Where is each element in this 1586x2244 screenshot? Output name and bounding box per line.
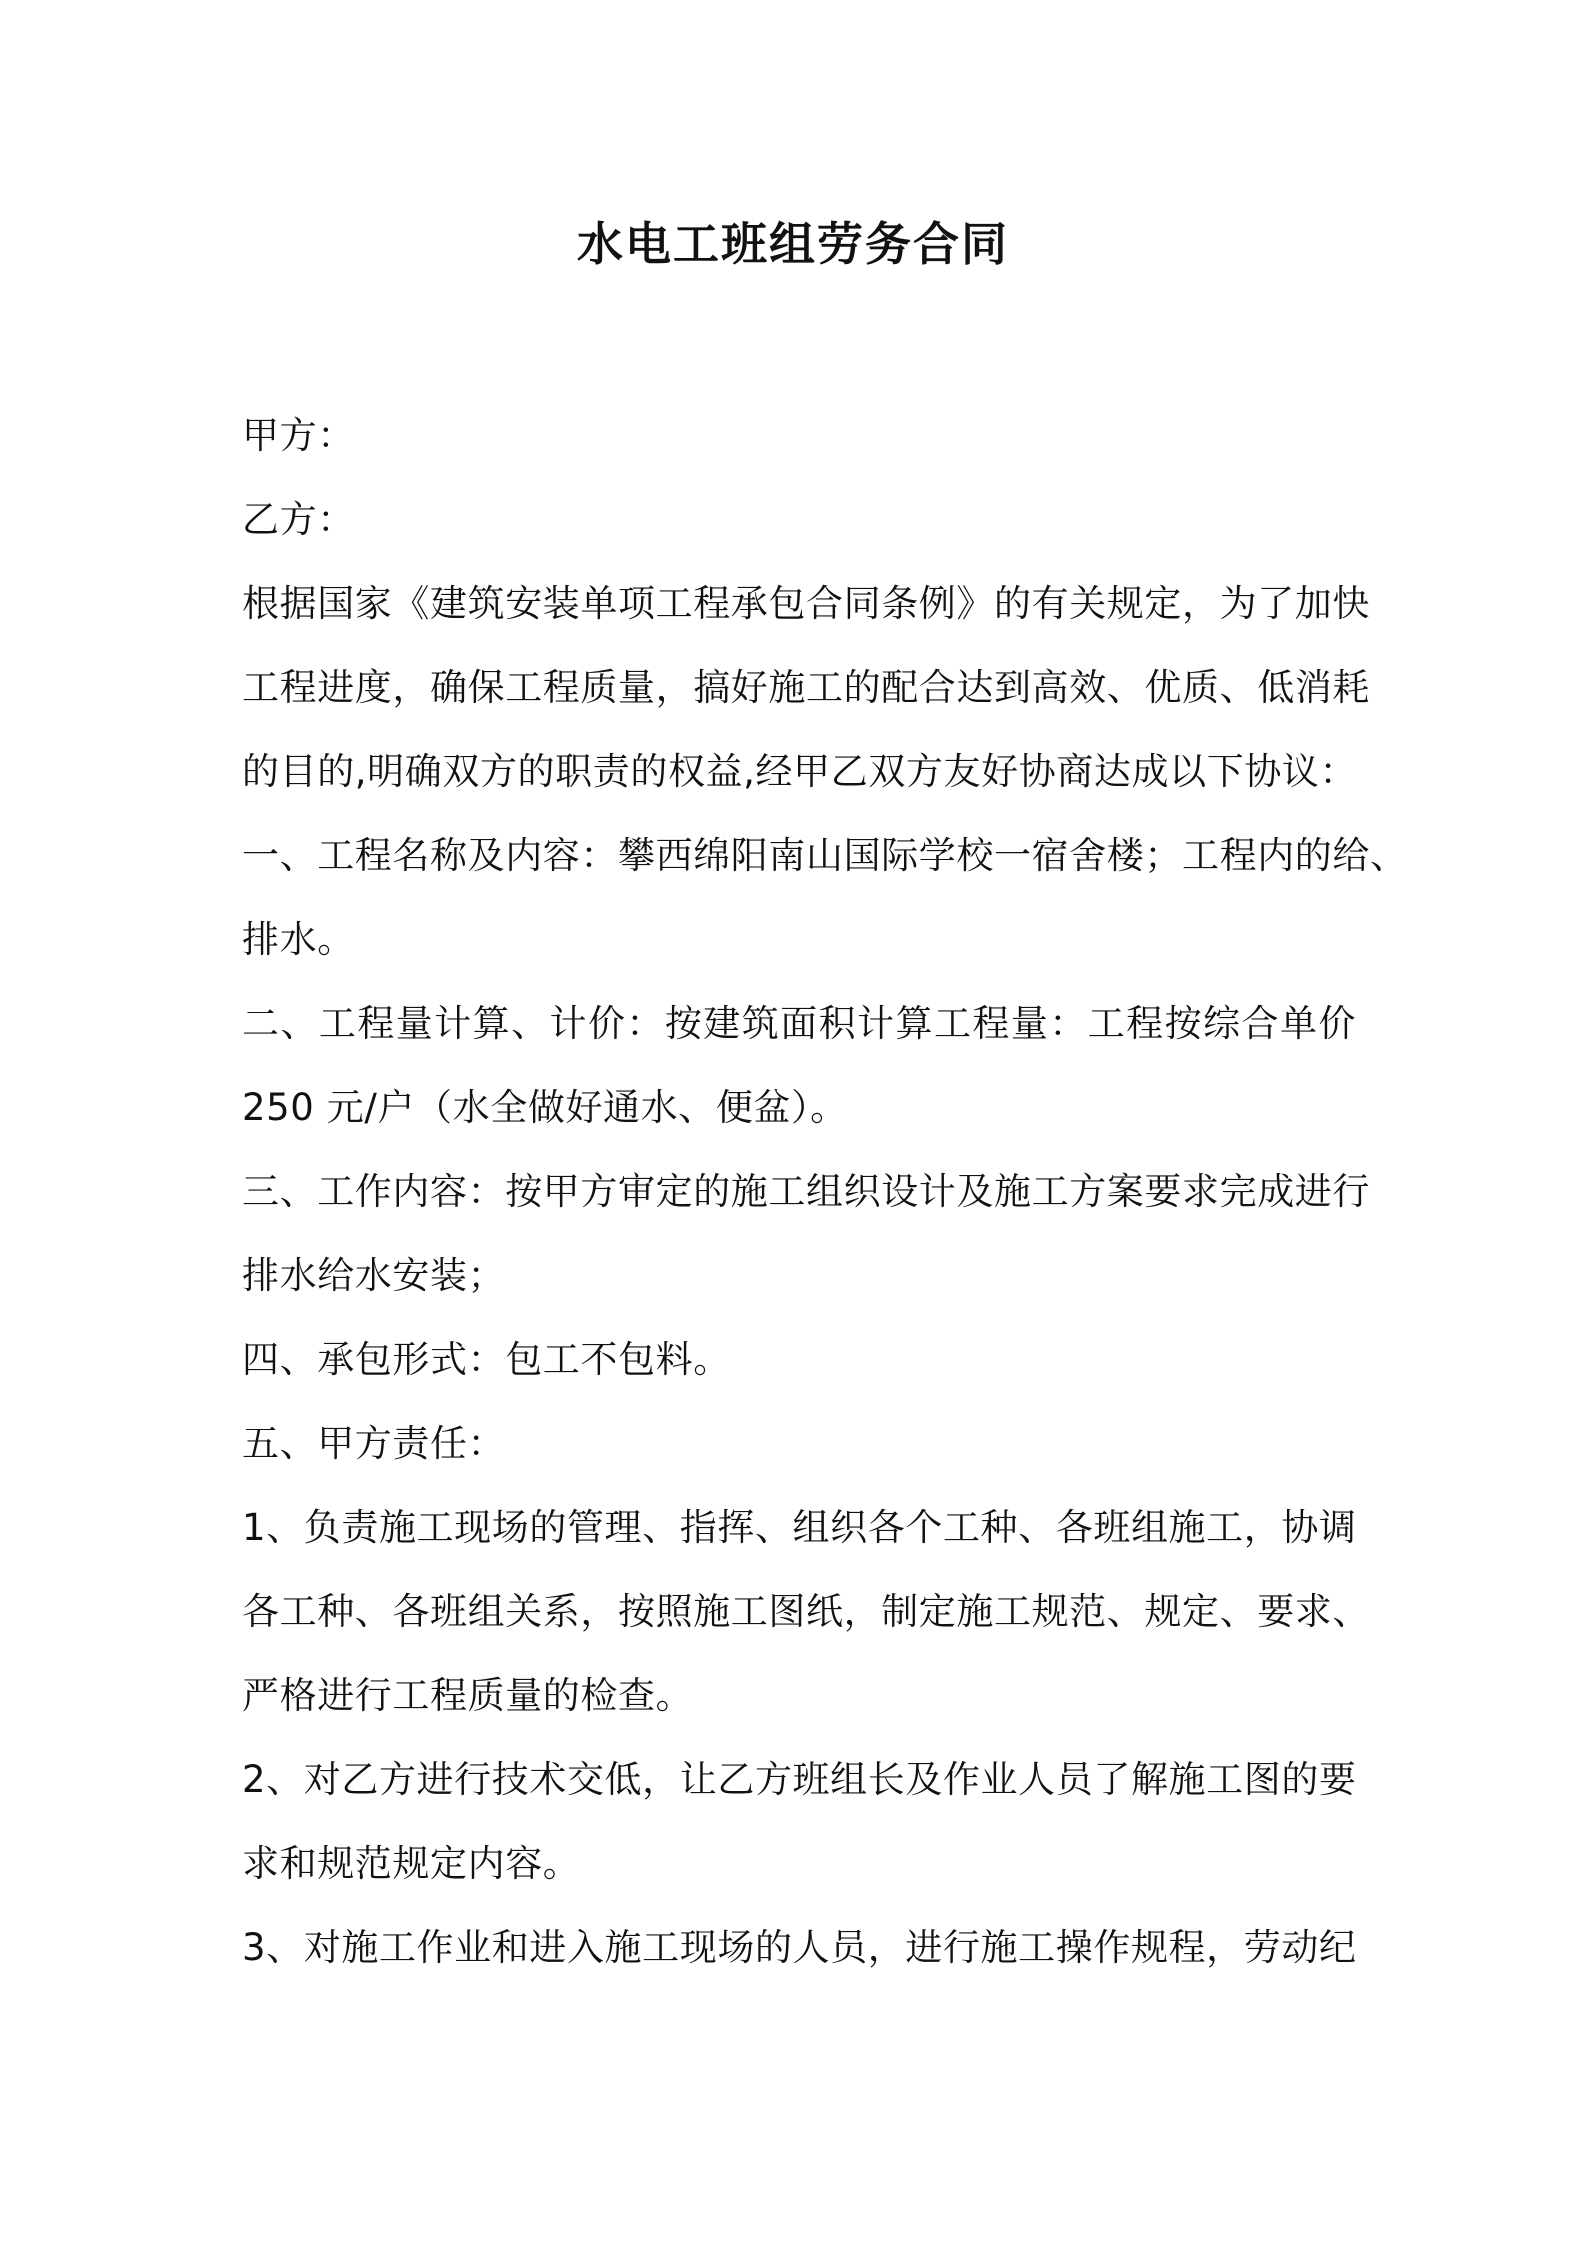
preamble-line: 工程进度，确保工程质量，搞好施工的配合达到高效、优质、低消耗 <box>242 666 1370 709</box>
clause-one-line: 一、工程名称及内容：攀西绵阳南山国际学校一宿舍楼；工程内的给、 <box>242 834 1408 877</box>
clause-two-line: 二、工程量计算、计价：按建筑面积计算工程量：工程按综合单价 <box>242 1002 1356 1045</box>
duty-item-line: 3、对施工作业和进入施工现场的人员，进行施工操作规程，劳动纪 <box>242 1926 1357 1969</box>
clause-four-line: 四、承包形式：包工不包料。 <box>242 1338 731 1381</box>
duty-item-line: 各工种、各班组关系，按照施工图纸，制定施工规范、规定、要求、 <box>242 1590 1370 1633</box>
duty-item-line: 求和规范规定内容。 <box>242 1842 581 1885</box>
document-title: 水电工班组劳务合同 <box>577 217 1009 271</box>
preamble-line: 根据国家《建筑安装单项工程承包合同条例》的有关规定，为了加快 <box>242 582 1370 625</box>
preamble-line: 的目的,明确双方的职责的权益,经甲乙双方友好协商达成以下协议： <box>242 750 1358 793</box>
clause-one-line: 排水。 <box>242 918 355 961</box>
clause-five-heading: 五、甲方责任： <box>242 1422 506 1465</box>
clause-three-line: 排水给水安装； <box>242 1254 506 1297</box>
clause-three-line: 三、工作内容：按甲方审定的施工组织设计及施工方案要求完成进行 <box>242 1170 1370 1213</box>
duty-item-line: 2、对乙方进行技术交低，让乙方班组长及作业人员了解施工图的要 <box>242 1758 1357 1801</box>
duty-item-line: 严格进行工程质量的检查。 <box>242 1674 694 1717</box>
party-b-line: 乙方： <box>242 498 355 541</box>
duty-item-line: 1、负责施工现场的管理、指挥、组织各个工种、各班组施工，协调 <box>242 1506 1357 1549</box>
clause-two-line: 250 元/户（水全做好通水、便盆）。 <box>242 1086 848 1129</box>
party-a-line: 甲方： <box>242 414 355 457</box>
